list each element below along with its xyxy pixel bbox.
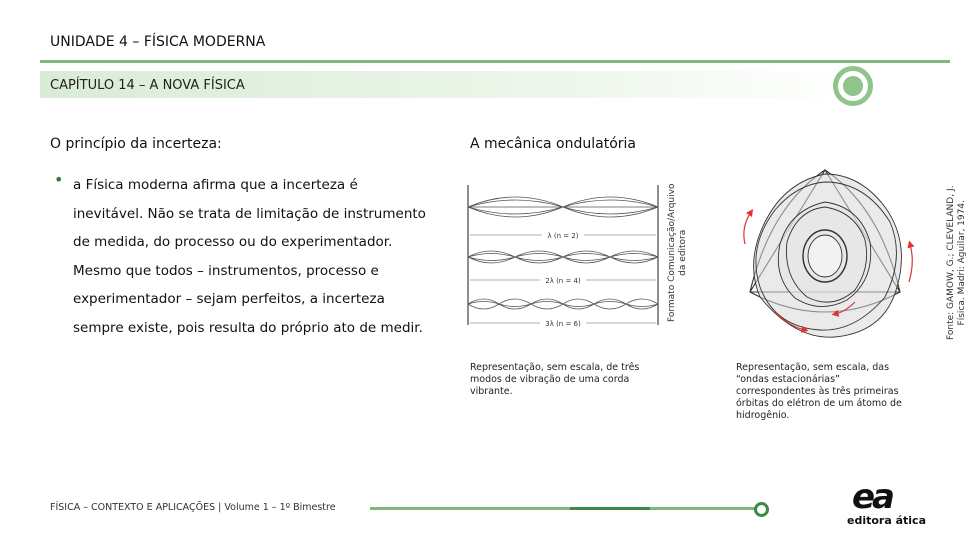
atom-figure-caption: Representação, sem escala, das “ondas estacionárias” correspondentes às três primeiras órbitas do elétron de um átomo de hidrogênio. — [736, 362, 902, 421]
footer-divider — [370, 507, 755, 510]
hydrogen-standing-waves-figure — [725, 162, 925, 352]
footer-divider-accent — [570, 507, 650, 510]
vibrating-string-figure — [462, 180, 662, 330]
svg-text:ea: ea — [852, 477, 893, 517]
string-label-n6: 3λ (n = 6) — [545, 320, 581, 328]
publisher-name: editora ática — [847, 514, 926, 527]
atom-figure-credit: Fonte: GAMOW, G.; CLEVELAND, J. Física. Madri: Aguilar, 1974. — [946, 185, 967, 340]
uncertainty-paragraph: a Física moderna afirma que a incerteza é inevitável. Não se trata de limitação de instrumento de medida, do processo ou do experimentador. Mesmo que todos – instrumentos, processo e experimentador – sejam perfeitos, a incerteza sempre existe, pois resulta do próprio ato de medir. — [73, 177, 426, 336]
chapter-title: CAPÍTULO 14 – A NOVA FÍSICA — [50, 78, 245, 93]
chapter-badge-icon — [833, 66, 873, 106]
string-mode-n6 — [468, 299, 658, 309]
publisher-logo-icon — [852, 477, 904, 517]
unit-divider — [40, 60, 950, 63]
string-label-n2: λ (n = 2) — [547, 232, 579, 240]
unit-title: UNIDADE 4 – FÍSICA MODERNA — [50, 34, 266, 50]
string-label-n4: 2λ (n = 4) — [545, 277, 581, 285]
uncertainty-heading: O princípio da incerteza: — [50, 136, 222, 152]
string-figure-caption: Representação, sem escala, de três modos de vibração de uma corda vibrante. — [470, 362, 640, 397]
wave-mechanics-heading: A mecânica ondulatória — [470, 136, 636, 152]
string-figure-credit: Formato Comunicação/Arquivo da editora — [667, 183, 688, 322]
string-mode-n2 — [468, 197, 658, 217]
string-mode-n4 — [468, 251, 658, 263]
footer-book-info: FÍSICA – CONTEXTO E APLICAÇÕES | Volume 1 – 1º Bimestre — [50, 502, 336, 513]
bullet-icon: • — [54, 170, 64, 189]
footer-circle-icon — [754, 502, 769, 517]
